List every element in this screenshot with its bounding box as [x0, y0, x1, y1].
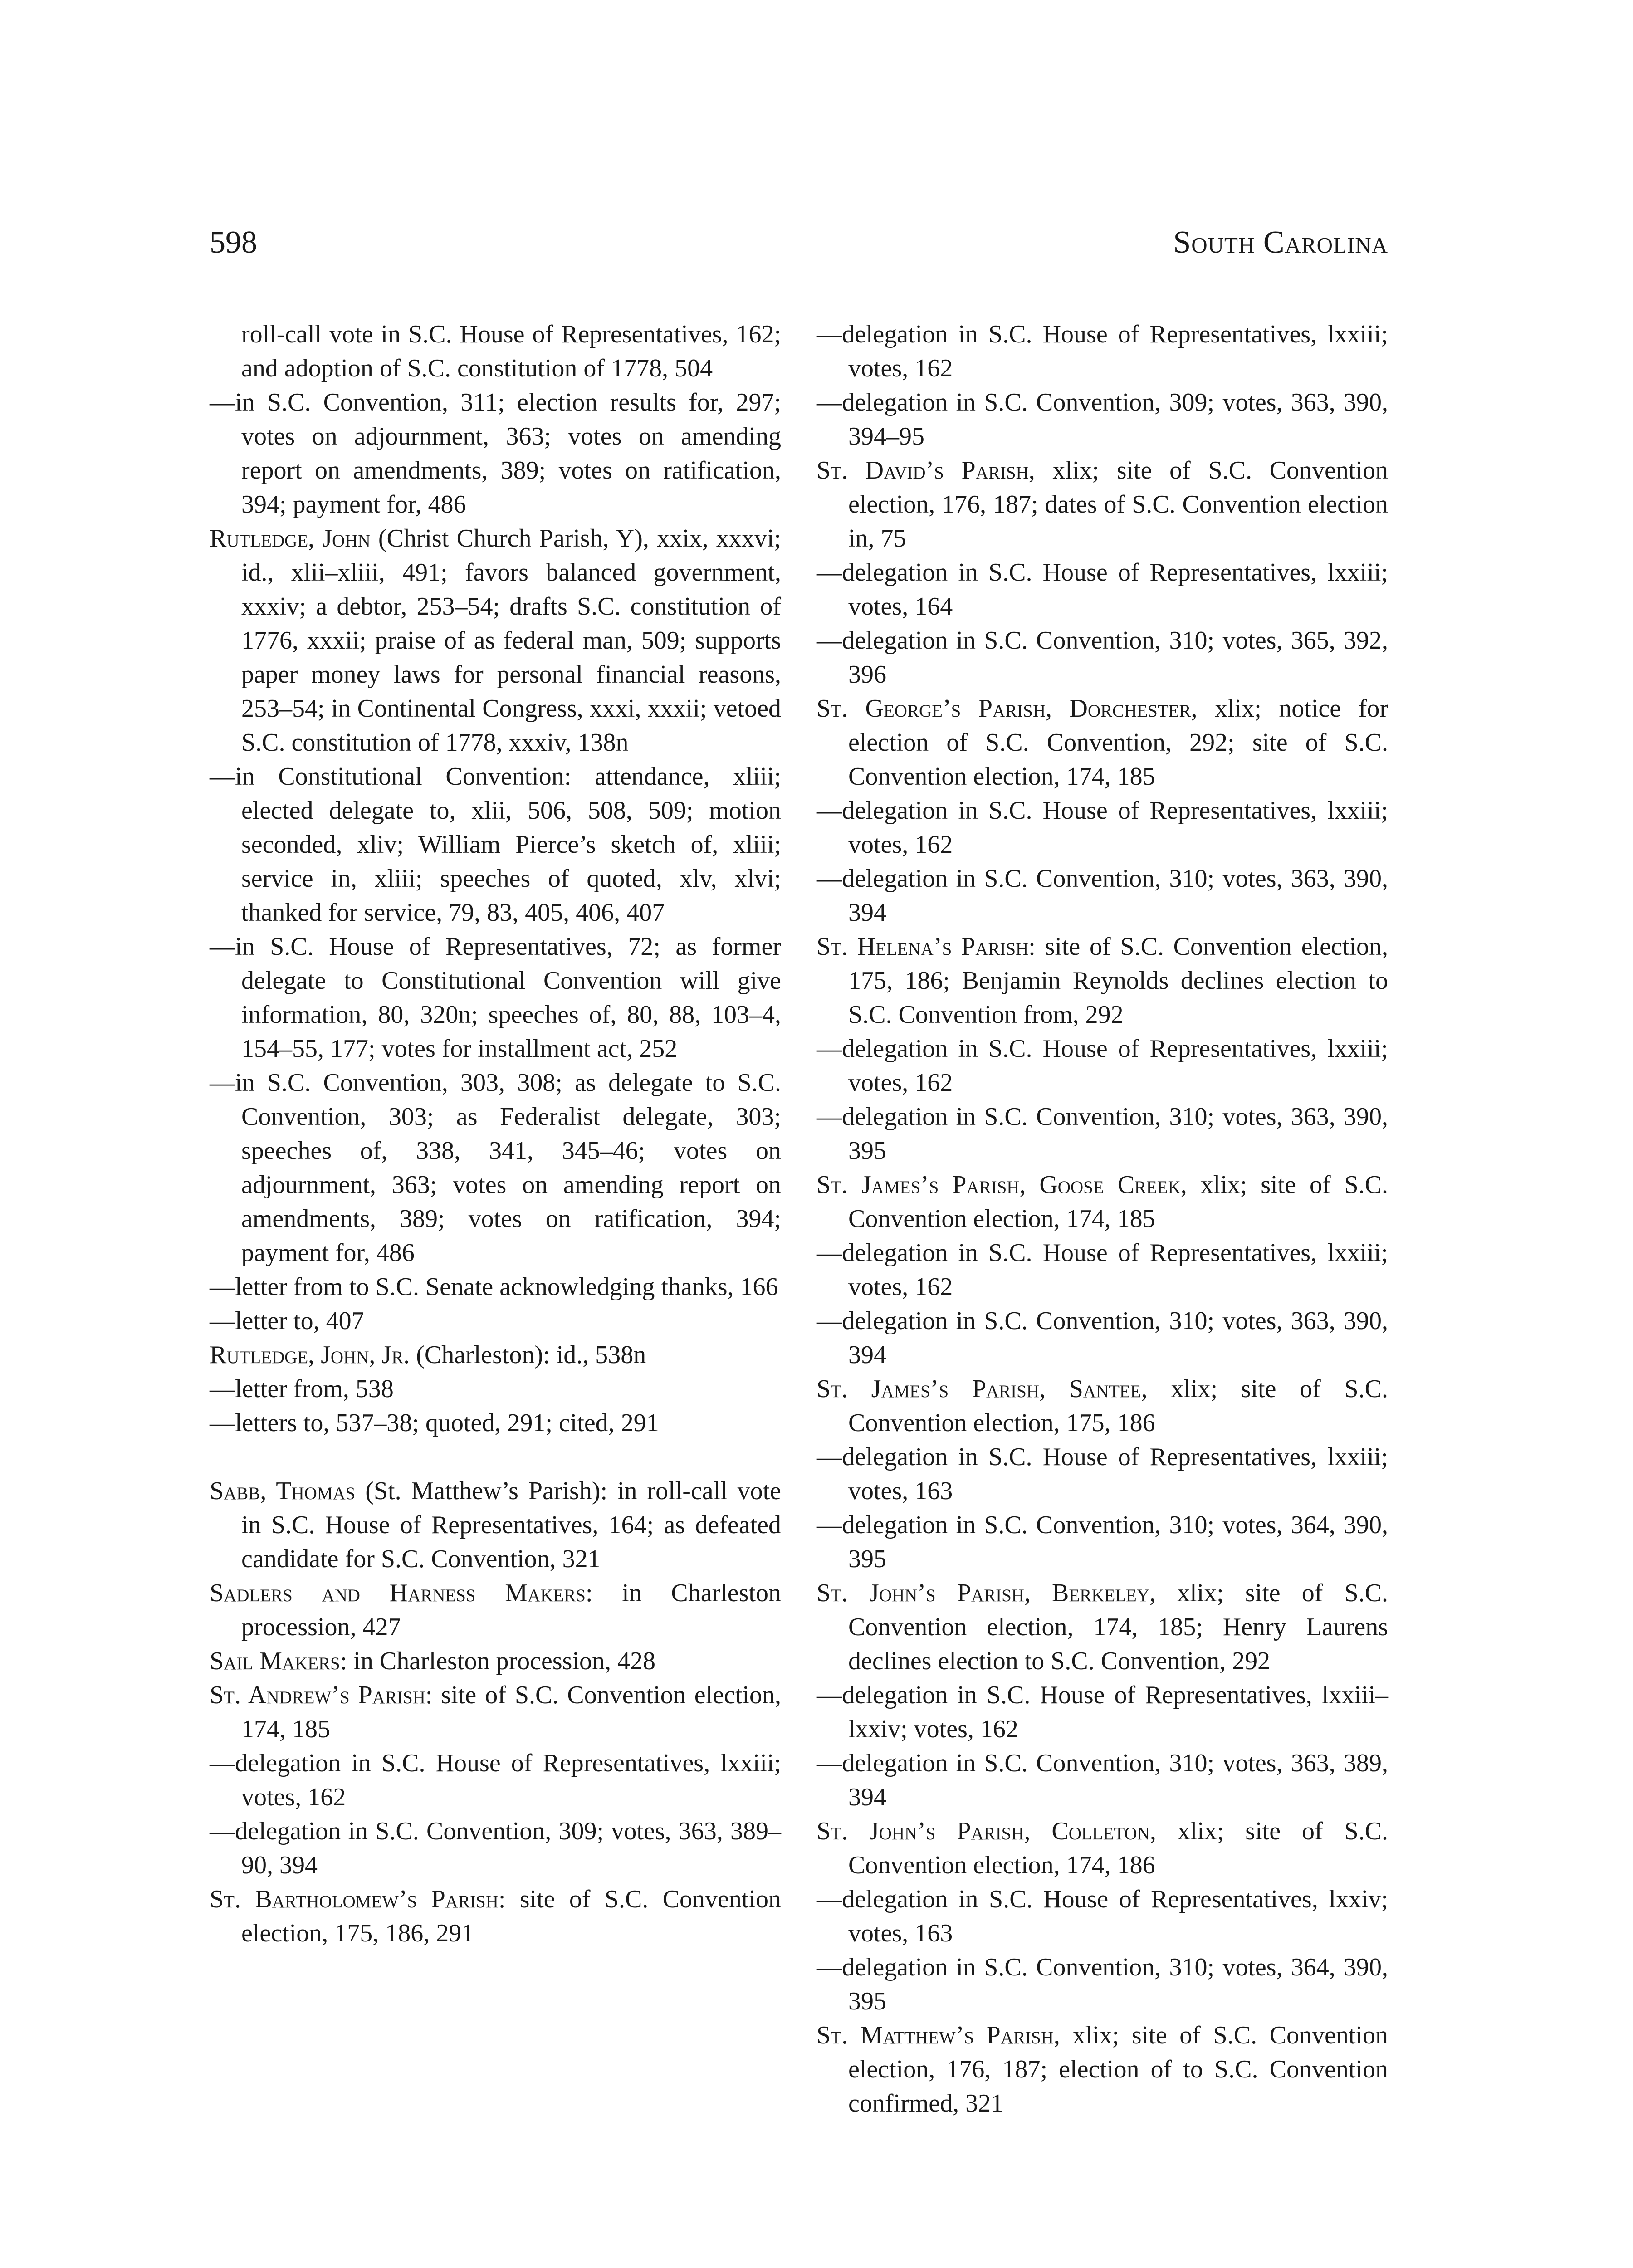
index-subentry: [816, 318, 1388, 386]
index-entry-text: : site of S.C. Convention election, 175, 186, 291: [241, 1885, 782, 1947]
index-subentry: [210, 1746, 781, 1814]
index-heading: St. Helena’s Parish: [816, 933, 1029, 961]
index-heading: Rutledge, John: [210, 524, 371, 552]
index-heading: St. Bartholomew’s Parish: [210, 1885, 499, 1913]
index-subentry: [816, 1882, 1388, 1950]
left-column: [210, 318, 781, 1950]
index-entry-text: , xlix; site of S.C. Convention election, 174, 185; Henry Laurens declines election to S.C. Convention, 292: [848, 1579, 1388, 1675]
index-entry-text: —delegation in S.C. House of Representatives, lxxiii; votes, 162: [816, 797, 1388, 859]
index-entry-text: —delegation in S.C. Convention, 310; votes, 363, 390, 395: [816, 1103, 1388, 1165]
index-heading: St. David’s Parish: [816, 456, 1029, 484]
index-entry-text: —letter from to S.C. Senate acknowledging thanks, 166: [210, 1273, 778, 1301]
index-entry-text: —delegation in S.C. House of Representatives, lxxiii; votes, 163: [816, 1443, 1388, 1505]
index-entry-text: (Christ Church Parish, Y), xxix, xxxvi; id., xlii–xliii, 491; favors balanced government, xxxiv; a debtor, 253–54; drafts S.C. constitution of 1776, xxxii; praise of as federal man, 509; supports paper money laws for personal financial reasons, 253–54; in Continental Congress, xxxi, xxxii; vetoed S.C. constitution of 1778, xxxiv, 138n: [241, 524, 781, 757]
index-entry-text: —delegation in S.C. House of Representatives, lxxiii; votes, 164: [816, 558, 1388, 621]
index-entry-text: —delegation in S.C. House of Representatives, lxxiii; votes, 162: [210, 1749, 781, 1811]
index-entry: [210, 1338, 781, 1372]
index-heading: St. John’s Parish, Colleton: [816, 1817, 1150, 1845]
index-entry: [210, 1882, 781, 1950]
index-entry-text: , xlix; site of S.C. Convention election, 174, 186: [848, 1817, 1388, 1879]
index-entry: [816, 1576, 1388, 1678]
index-entry-text: (St. Matthew’s Parish): in roll-call vote in S.C. House of Representatives, 164; as defeated candidate for S.C. Convention, 321: [241, 1477, 782, 1573]
index-entry-text: : in Charleston procession, 428: [340, 1647, 656, 1675]
index-subentry: [816, 1508, 1388, 1576]
index-subentry: [816, 624, 1388, 692]
index-entry-text: —delegation in S.C. Convention, 310; votes, 363, 389, 394: [816, 1749, 1388, 1811]
index-subentry: [816, 386, 1388, 454]
index-entry-continuation: [210, 318, 781, 386]
index-entry-text: , xlix; site of S.C. Convention election, 176, 187; dates of S.C. Convention election in, 75: [848, 456, 1388, 552]
index-subentry: [210, 386, 781, 522]
index-entry-text: —delegation in S.C. House of Representatives, lxxiv; votes, 163: [816, 1885, 1388, 1947]
index-subentry: [816, 1678, 1388, 1746]
entry-gap: [210, 1440, 781, 1474]
index-heading: St. Andrew’s Parish: [210, 1681, 425, 1709]
index-entry: [210, 522, 781, 760]
index-entry-text: , xlix; site of S.C. Convention election, 174, 185: [848, 1171, 1388, 1233]
index-entry-text: roll-call vote in S.C. House of Representatives, 162; and adoption of S.C. constitution of 1778, 504: [241, 320, 781, 382]
index-subentry: [210, 1270, 781, 1304]
index-entry-text: —delegation in S.C. Convention, 309; votes, 363, 390, 394–95: [816, 388, 1388, 450]
index-subentry: [816, 1746, 1388, 1814]
index-subentry: [210, 1406, 781, 1440]
index-entry-text: —delegation in S.C. House of Representatives, lxxiii; votes, 162: [816, 1035, 1388, 1097]
index-entry-text: : site of S.C. Convention election, 174, 185: [241, 1681, 781, 1743]
index-entry-text: —in S.C. House of Representatives, 72; as former delegate to Constitutional Convention will give information, 80, 320n; speeches of, 80, 88, 103–4, 154–55, 177; votes for installment act, 252: [210, 933, 781, 1063]
index-subentry: [816, 1236, 1388, 1304]
index-subentry: [816, 1304, 1388, 1372]
index-heading: St. James’s Parish, Goose Creek: [816, 1171, 1181, 1199]
index-entry-text: —letter from, 538: [210, 1375, 394, 1403]
index-subentry: [816, 556, 1388, 624]
index-entry: [816, 1814, 1388, 1882]
index-entry-text: —delegation in S.C. Convention, 310; votes, 364, 390, 395: [816, 1511, 1388, 1573]
index-subentry: [210, 1066, 781, 1270]
index-entry-text: : in Charleston procession, 427: [241, 1579, 781, 1641]
index-heading: St. George’s Parish, Dorchester: [816, 694, 1191, 723]
index-entry-text: , xlix; site of S.C. Convention election, 176, 187; election of to S.C. Convention confirmed, 321: [848, 2021, 1388, 2117]
index-entry-text: —letters to, 537–38; quoted, 291; cited, 291: [210, 1409, 659, 1437]
index-entry-text: —in S.C. Convention, 303, 308; as delegate to S.C. Convention, 303; as Federalist delegate, 303; speeches of, 338, 341, 345–46; votes on adjournment, 363; votes on amending report on amendments, 389; votes on ratification, 394; payment for, 486: [210, 1069, 781, 1267]
index-entry-text: —delegation in S.C. House of Representatives, lxxiii–lxxiv; votes, 162: [816, 1681, 1388, 1743]
index-entry: [210, 1644, 781, 1678]
index-entry: [816, 1168, 1388, 1236]
index-entry: [816, 692, 1388, 794]
index-entry: [816, 454, 1388, 556]
index-heading: Sadlers and Harness Makers: [210, 1579, 586, 1607]
index-entry-text: —delegation in S.C. House of Representatives, lxxiii; votes, 162: [816, 1239, 1388, 1301]
index-subentry: [816, 862, 1388, 930]
index-subentry: [816, 1100, 1388, 1168]
index-entry-text: —letter to, 407: [210, 1307, 364, 1335]
index-heading: St. Matthew’s Parish: [816, 2021, 1054, 2049]
index-entry: [816, 930, 1388, 1032]
index-subentry: [210, 1372, 781, 1406]
index-entry-text: , xlix; site of S.C. Convention election, 175, 186: [848, 1375, 1388, 1437]
index-entry: [816, 1372, 1388, 1440]
index-entry: [210, 1576, 781, 1644]
index-subentry: [210, 1814, 781, 1882]
index-entry-text: —delegation in S.C. Convention, 310; votes, 363, 390, 394: [816, 1307, 1388, 1369]
index-subentry: [816, 1440, 1388, 1508]
index-heading: Rutledge, John, Jr.: [210, 1341, 410, 1369]
index-heading: Sail Makers: [210, 1647, 340, 1675]
index-subentry: [816, 1950, 1388, 2019]
index-entry: [210, 1678, 781, 1746]
index-subentry: [816, 794, 1388, 862]
index-entry-text: , xlix; notice for election of S.C. Convention, 292; site of S.C. Convention election, 174, 185: [848, 694, 1388, 791]
index-heading: St. John’s Parish, Berkeley: [816, 1579, 1150, 1607]
index-entry-text: —delegation in S.C. Convention, 310; votes, 365, 392, 396: [816, 626, 1388, 689]
running-head: South Carolina: [1173, 225, 1388, 260]
right-column: [816, 318, 1388, 2121]
index-entry-text: : site of S.C. Convention election, 175, 186; Benjamin Reynolds declines election to S.C. Convention from, 292: [848, 933, 1388, 1029]
index-subentry: [210, 930, 781, 1066]
index-entry-text: —delegation in S.C. House of Representatives, lxxiii; votes, 162: [816, 320, 1388, 382]
index-subentry: [210, 1304, 781, 1338]
index-heading: St. James’s Parish, Santee: [816, 1375, 1141, 1403]
index-entry: [210, 1474, 781, 1576]
index-entry-text: —in Constitutional Convention: attendance, xliii; elected delegate to, xlii, 506, 508, 509; motion seconded, xliv; William Pierce’s sketch of, xliii; service in, xliii; speeches of quoted, xlv, xlvi; thanked for service, 79, 83, 405, 406, 407: [210, 763, 781, 927]
index-subentry: [816, 1032, 1388, 1100]
page-number: 598: [210, 225, 257, 260]
index-entry-text: —in S.C. Convention, 311; election results for, 297; votes on adjournment, 363; votes on amending report on amendments, 389; votes on ratification, 394; payment for, 486: [210, 388, 781, 518]
index-entry: [816, 2019, 1388, 2121]
index-subentry: [210, 760, 781, 930]
index-heading: Sabb, Thomas: [210, 1477, 356, 1505]
index-entry-text: —delegation in S.C. Convention, 310; votes, 363, 390, 394: [816, 865, 1388, 927]
index-entry-text: —delegation in S.C. Convention, 309; votes, 363, 389–90, 394: [210, 1817, 781, 1879]
index-entry-text: —delegation in S.C. Convention, 310; votes, 364, 390, 395: [816, 1953, 1388, 2015]
index-entry-text: (Charleston): id., 538n: [410, 1341, 646, 1369]
